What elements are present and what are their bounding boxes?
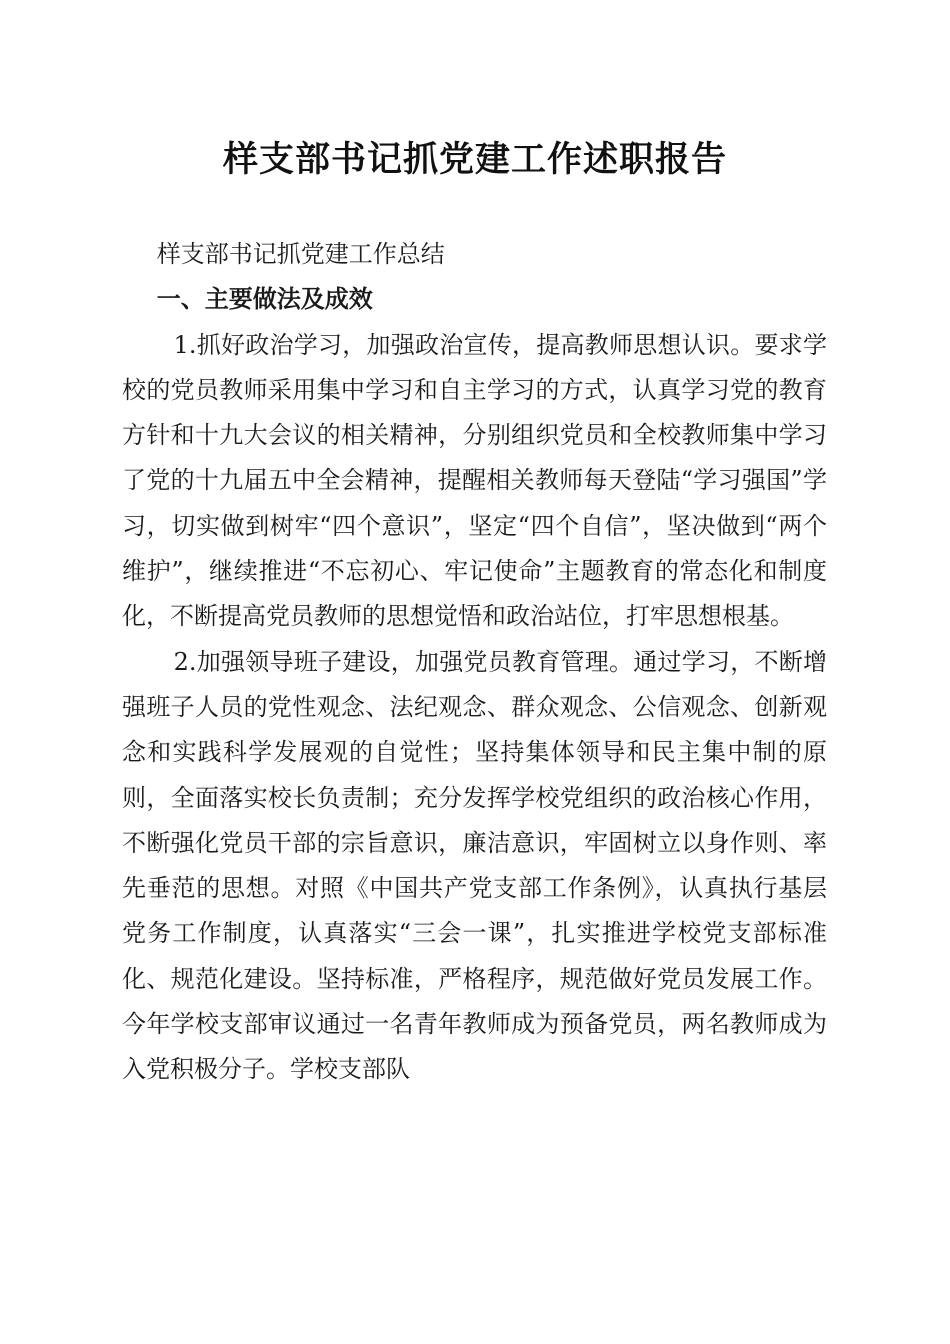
document-body [122,232,827,1093]
paragraph-1: 1.抓好政治学习，加强政治宣传，提高教师思想认识。要求学校的党员教师采用集中学习和自主学习的方式，认真学习党的教育方针和十九大会议的相关精神，分别组织党员和全校教师集中学习了党的十九届五中全会精神，提醒相关教师每天登陆“学习强国”学习，切实做到树牢“四个意识”，坚定“四个自信”，坚决做到“两个维护”，继续推进“不忘初心、牢记使命”主题教育的常态化和制度化，不断提高党员教师的思想觉悟和政治站位，打牢思想根基。 [122,330,827,631]
section-heading: 一、主要做法及成效 [156,285,373,314]
paragraph-2: 2.加强领导班子建设，加强党员教育管理。通过学习，不断增强班子人员的党性观念、法纪观念、群众观念、公信观念、创新观念和实践科学发展观的自觉性；坚持集体领导和民主集中制的原则，全面落实校长负责制；充分发挥学校党组织的政治核心作用，不断强化党员干部的宗旨意识，廉洁意识，牢固树立以身作则、率先垂范的思想。对照《中国共产党支部工作条例》，认真执行基层党务工作制度，认真落实“三会一课”，扎实推进学校党支部标准化、规范化建设。坚持标准，严格程序，规范做好党员发展工作。今年学校支部审议通过一名青年教师成为预备党员，两名教师成为入党积极分子。学校支部队 [122,647,827,1084]
document-title: 样支部书记抓党建工作述职报告 [222,140,727,180]
document-subtitle: 样支部书记抓党建工作总结 [156,240,445,268]
